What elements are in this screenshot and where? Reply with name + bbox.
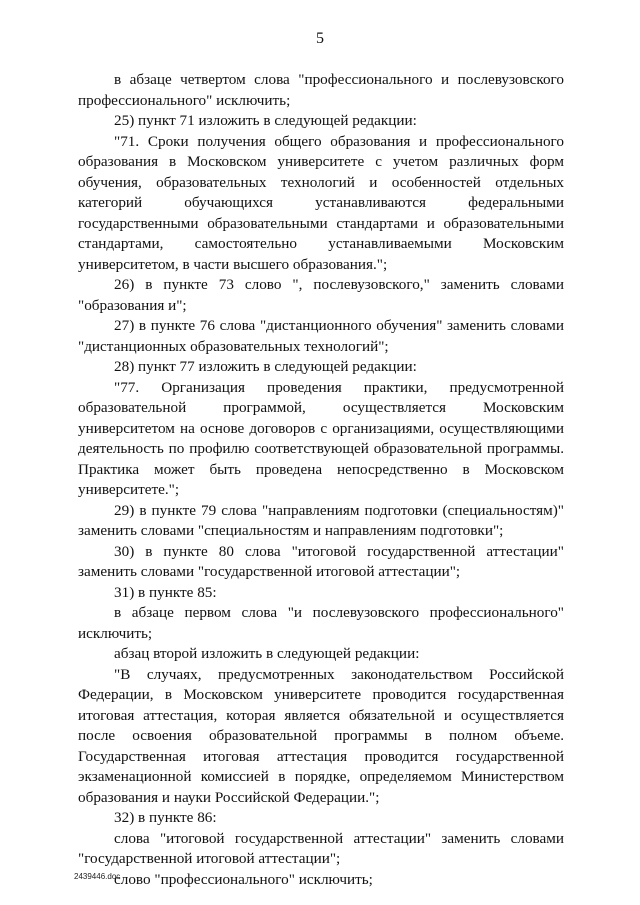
paragraph: "71. Сроки получения общего образования и профессионального образования в Московском университете с учетом различных форм обучения, образовательных технологий и особенностей отдельных категорий обучающихся устанавливаются федеральными государственными образовательными стандартами и образовательными стандартами, самостоятельно устанавливаемыми Московским университетом, в части высшего образования.";	[78, 132, 564, 273]
paragraph: в абзаце первом слова "и послевузовского профессионального" исключить;	[78, 604, 564, 642]
paragraph: 29) в пункте 79 слова "направлениям подготовки (специальностям)" заменить словами "специальностям и направлениям подготовки";	[78, 501, 564, 539]
paragraph: 27) в пункте 76 слова "дистанционного обучения" заменить словами "дистанционных образовательных технологий";	[78, 317, 564, 355]
paragraph: слово "профессионального" исключить;	[114, 870, 373, 888]
paragraph: в абзаце четвертом слова "профессионального и послевузовского профессионального" исключить;	[78, 71, 564, 109]
paragraph: слова "итоговой государственной аттестации" заменить словами "государственной итоговой аттестации";	[78, 829, 564, 867]
paragraph: абзац второй изложить в следующей редакции:	[114, 645, 420, 662]
paragraph: 31) в пункте 85:	[114, 583, 217, 601]
document-body	[78, 70, 564, 890]
paragraph: "77. Организация проведения практики, предусмотренной образовательной программой, осуществляется Московским университетом на основе договоров с организациями, осуществляющими деятельность по профилю соответствующей образовательной программы. Практика может быть проведена непосредственно в Московском университете.";	[78, 378, 564, 498]
paragraph: 28) пункт 77 изложить в следующей редакции:	[114, 358, 417, 375]
paragraph: "В случаях, предусмотренных законодательством Российской Федерации, в Московском университете проводится государственная итоговая аттестация, которая является обязательной и осуществляется после освоения образовательной программы в полном объеме. Государственная итоговая аттестация проводится государственной экзаменационной комиссией в порядке, определяемом Министерством образования и науки Российской Федерации.";	[78, 665, 564, 806]
paragraph: 32) в пункте 86:	[114, 809, 217, 826]
paragraph: 25) пункт 71 изложить в следующей редакции:	[114, 112, 417, 129]
file-name-footer: 2439446.doc	[74, 872, 121, 881]
paragraph: 30) в пункте 80 слова "итоговой государственной аттестации" заменить словами "государственной итоговой аттестации";	[78, 542, 564, 580]
page-number: 5	[316, 30, 324, 47]
paragraph: 26) в пункте 73 слово ", послевузовского," заменить словами "образования и";	[78, 276, 564, 314]
